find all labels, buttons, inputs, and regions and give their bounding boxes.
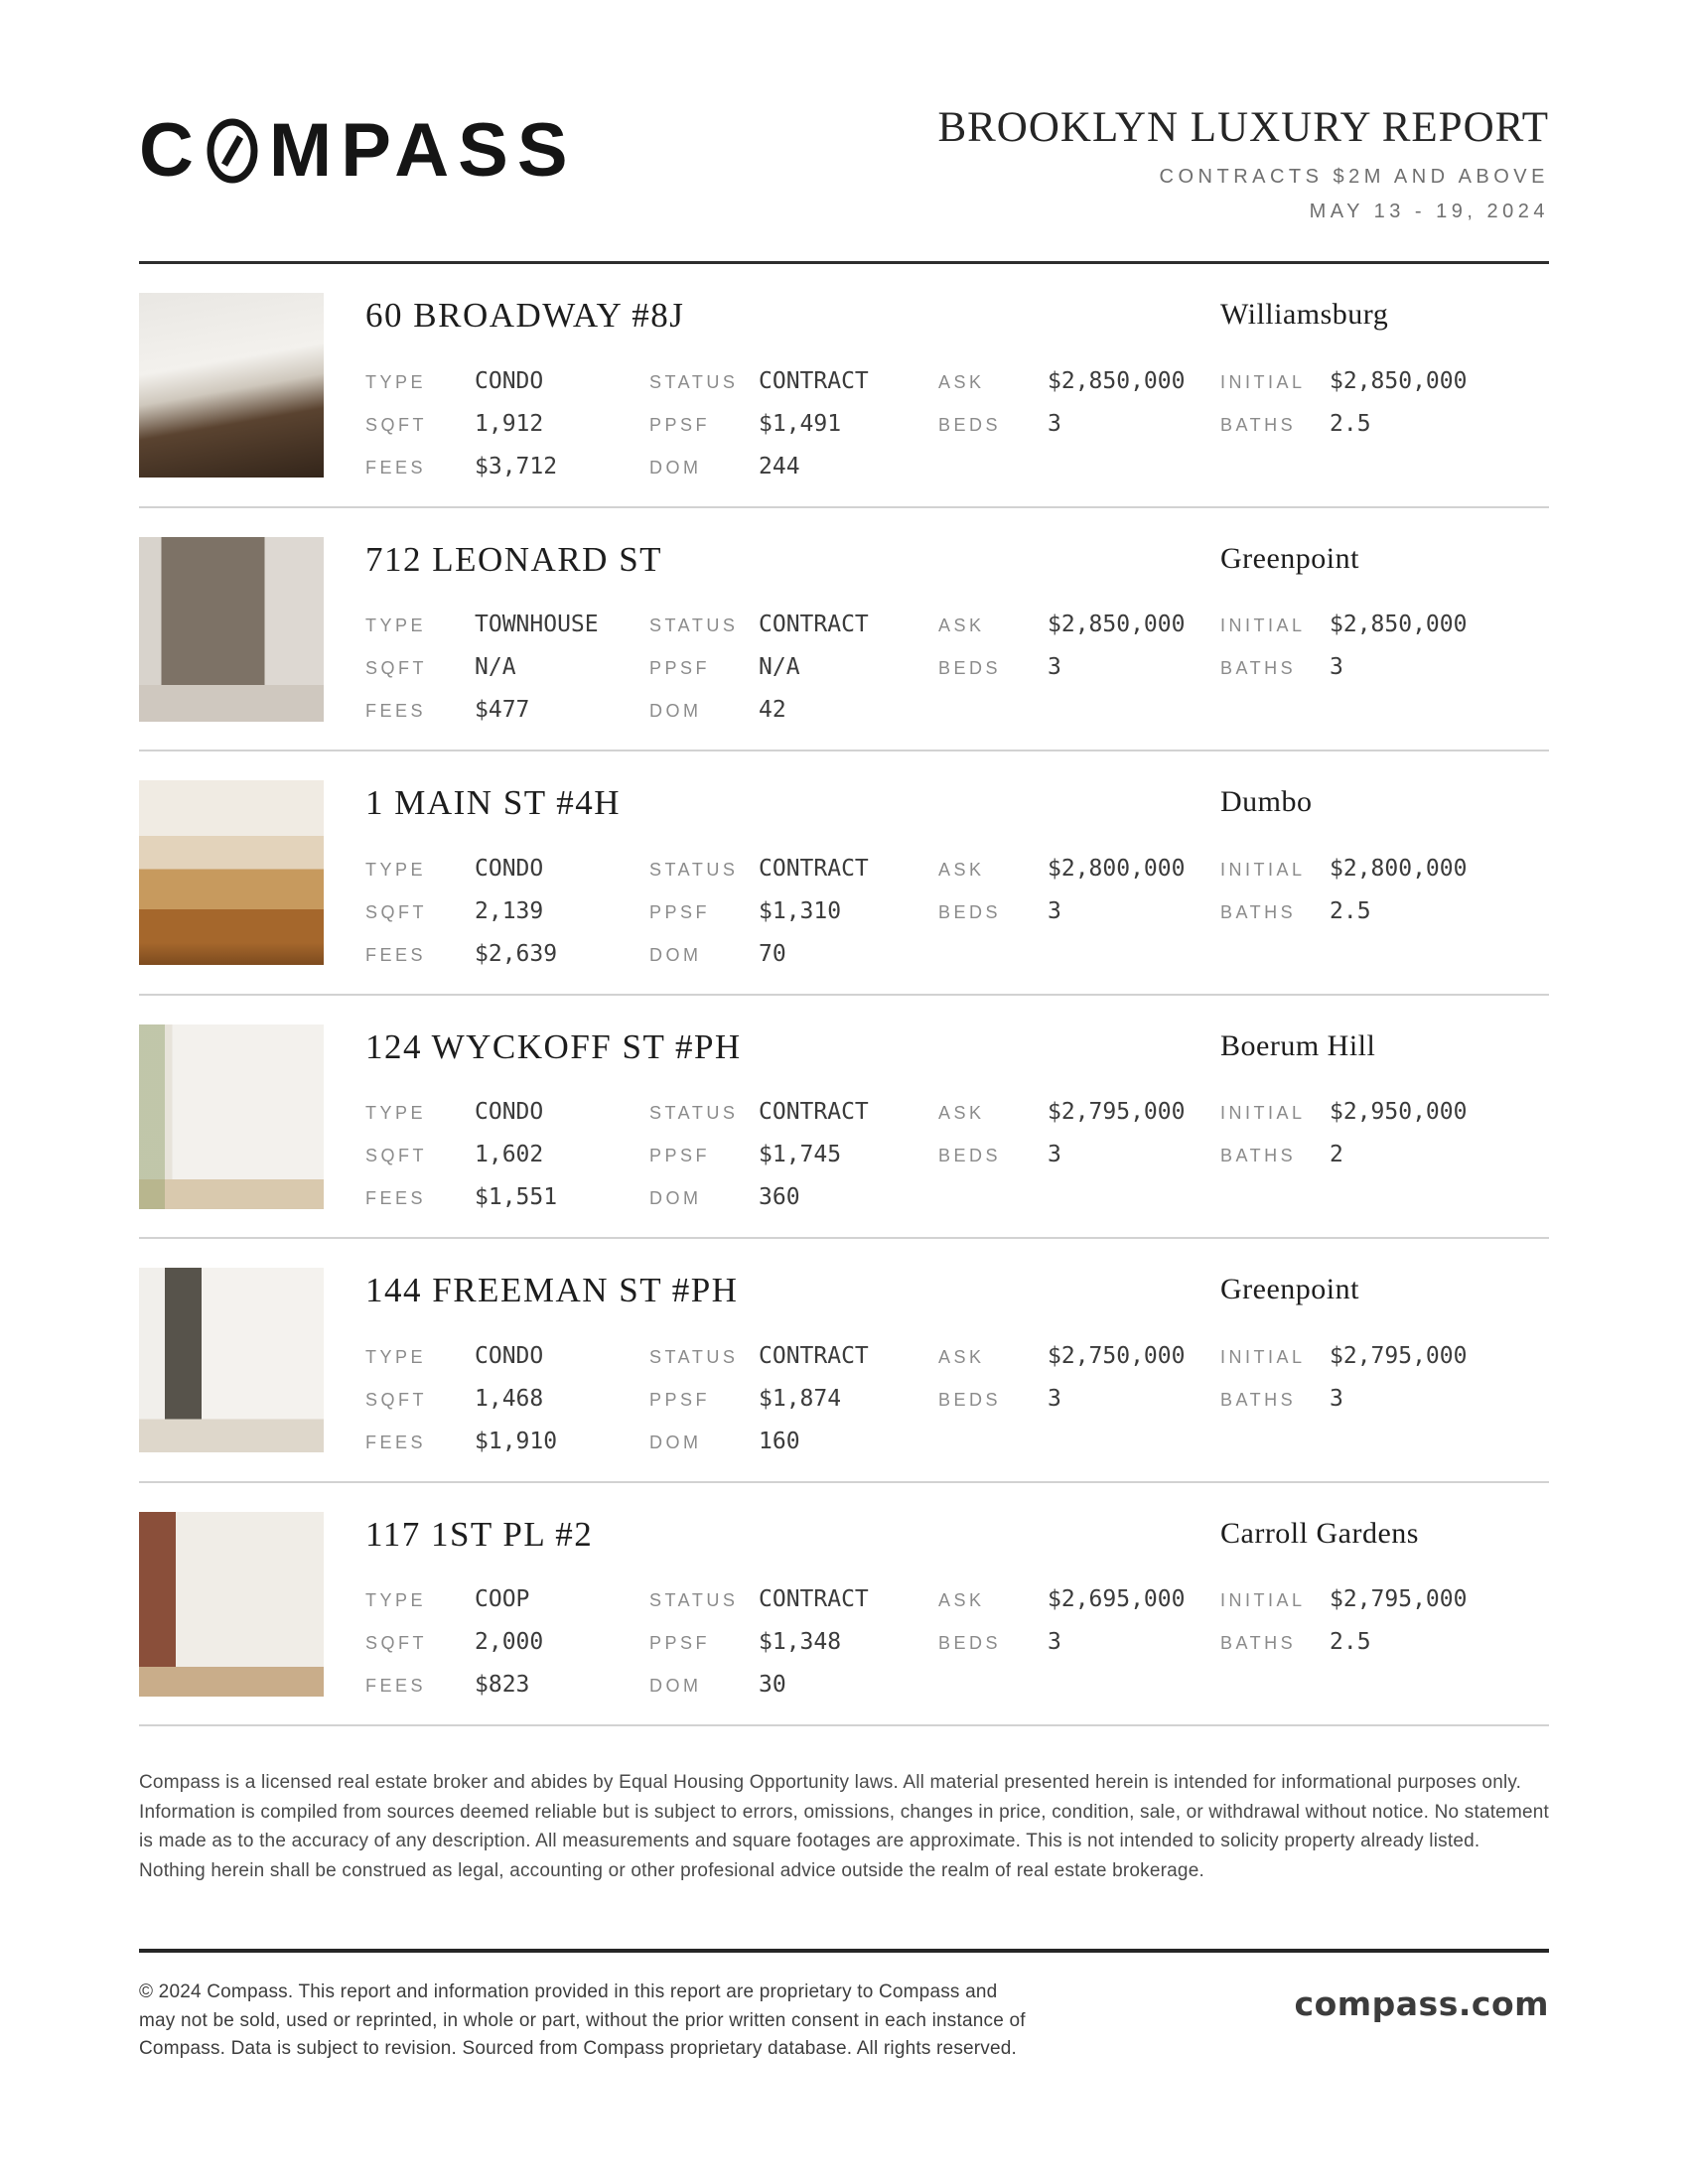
- listing-neighborhood: Greenpoint: [1220, 1273, 1359, 1306]
- fees-value: $1,910: [475, 1428, 558, 1454]
- listing-col-ask: [938, 368, 1220, 479]
- baths-value: 2.5: [1330, 1629, 1371, 1656]
- ppsf-label: PPSF: [649, 1633, 711, 1654]
- beds-value: 3: [1048, 1385, 1061, 1412]
- listing-address: 712 LEONARD ST: [365, 539, 663, 579]
- listing-neighborhood: Dumbo: [1220, 785, 1313, 819]
- status-label: STATUS: [649, 1103, 739, 1124]
- ask-label: ASK: [938, 1103, 985, 1124]
- footer: [139, 1953, 1549, 2064]
- report-header-right: [937, 95, 1549, 223]
- listing-row: [139, 996, 1549, 1240]
- dom-value: 70: [759, 940, 786, 967]
- brick-living-room-photo: [139, 1512, 324, 1697]
- baths-value: 3: [1330, 654, 1343, 681]
- sqft-value: 2,139: [475, 897, 544, 924]
- status-value: CONTRACT: [759, 1342, 869, 1369]
- baths-label: BATHS: [1220, 658, 1297, 679]
- listing-col-initial: [1220, 1099, 1549, 1210]
- listing-col-status: [649, 612, 938, 723]
- baths-value: 2.5: [1330, 897, 1371, 924]
- report-subtitle: CONTRACTS $2M AND ABOVE: [1159, 166, 1549, 189]
- dom-label: DOM: [649, 1676, 702, 1697]
- ppsf-label: PPSF: [649, 1389, 711, 1410]
- ask-label: ASK: [938, 1590, 985, 1611]
- ppsf-value: $1,348: [759, 1629, 842, 1656]
- dom-value: 30: [759, 1672, 786, 1699]
- status-label: STATUS: [649, 859, 739, 880]
- listing-col-type: [365, 612, 649, 723]
- fees-value: $3,712: [475, 453, 558, 479]
- initial-value: $2,795,000: [1330, 1342, 1468, 1369]
- beds-label: BEDS: [938, 658, 1002, 679]
- listing-content: [365, 293, 1549, 479]
- ppsf-label: PPSF: [649, 901, 711, 922]
- initial-value: $2,795,000: [1330, 1586, 1468, 1613]
- listing-address: 60 BROADWAY #8J: [365, 296, 685, 336]
- listing-col-ask: [938, 612, 1220, 723]
- ask-label: ASK: [938, 859, 985, 880]
- listing-row: [139, 1483, 1549, 1727]
- initial-value: $2,950,000: [1330, 1099, 1468, 1126]
- initial-label: INITIAL: [1220, 615, 1306, 636]
- type-value: CONDO: [475, 855, 544, 882]
- listing-col-initial: [1220, 1586, 1549, 1698]
- listing-col-status: [649, 856, 938, 967]
- type-value: CONDO: [475, 1342, 544, 1369]
- listing-neighborhood: Boerum Hill: [1220, 1028, 1376, 1062]
- ppsf-label: PPSF: [649, 1146, 711, 1166]
- type-label: TYPE: [365, 1346, 427, 1367]
- dom-label: DOM: [649, 1188, 702, 1209]
- listing-col-initial: [1220, 612, 1549, 723]
- loft-living-room-photo: [139, 780, 324, 965]
- listings: [139, 264, 1549, 1726]
- dom-label: DOM: [649, 457, 702, 478]
- listing-col-ask: [938, 856, 1220, 967]
- status-label: STATUS: [649, 371, 739, 392]
- initial-label: INITIAL: [1220, 859, 1306, 880]
- compass-logo-letters-mpass: MPASS: [268, 108, 577, 193]
- listing-col-type: [365, 368, 649, 479]
- compass-logo-o-icon: [205, 116, 260, 186]
- beds-label: BEDS: [938, 1633, 1002, 1654]
- dom-label: DOM: [649, 701, 702, 722]
- listing-content: [365, 1024, 1549, 1211]
- listing-col-ask: [938, 1586, 1220, 1698]
- baths-label: BATHS: [1220, 1146, 1297, 1166]
- sqft-label: SQFT: [365, 414, 427, 435]
- ppsf-value: $1,310: [759, 897, 842, 924]
- status-value: CONTRACT: [759, 1586, 869, 1613]
- report-date-range: MAY 13 - 19, 2024: [1309, 201, 1549, 223]
- initial-label: INITIAL: [1220, 1590, 1306, 1611]
- sqft-label: SQFT: [365, 1389, 427, 1410]
- living-room-photo: [139, 1268, 324, 1452]
- dom-value: 244: [759, 453, 800, 479]
- initial-value: $2,850,000: [1330, 612, 1468, 638]
- type-value: TOWNHOUSE: [475, 612, 599, 638]
- ppsf-value: $1,874: [759, 1385, 842, 1412]
- type-label: TYPE: [365, 615, 427, 636]
- listing-col-status: [649, 368, 938, 479]
- status-label: STATUS: [649, 615, 739, 636]
- ask-label: ASK: [938, 615, 985, 636]
- beds-value: 3: [1048, 1142, 1061, 1168]
- listing-col-type: [365, 856, 649, 967]
- report-header: [139, 95, 1549, 223]
- sqft-value: 1,468: [475, 1385, 544, 1412]
- fees-value: $477: [475, 697, 530, 724]
- status-value: CONTRACT: [759, 1099, 869, 1126]
- compass-website-text: compass.com: [1294, 1984, 1549, 2024]
- status-label: STATUS: [649, 1346, 739, 1367]
- ask-label: ASK: [938, 1346, 985, 1367]
- white-kitchen-photo: [139, 293, 324, 478]
- listing-col-ask: [938, 1099, 1220, 1210]
- type-label: TYPE: [365, 859, 427, 880]
- initial-label: INITIAL: [1220, 371, 1306, 392]
- baths-label: BATHS: [1220, 901, 1297, 922]
- initial-label: INITIAL: [1220, 1103, 1306, 1124]
- dom-value: 160: [759, 1428, 800, 1454]
- sqft-value: 1,602: [475, 1142, 544, 1168]
- dom-value: 42: [759, 697, 786, 724]
- listing-col-type: [365, 1343, 649, 1454]
- sqft-label: SQFT: [365, 658, 427, 679]
- fees-value: $823: [475, 1672, 530, 1699]
- type-label: TYPE: [365, 1590, 427, 1611]
- listing-row: [139, 751, 1549, 996]
- beds-label: BEDS: [938, 1389, 1002, 1410]
- townhouse-exterior-photo: [139, 537, 324, 722]
- listing-address: 1 MAIN ST #4H: [365, 783, 622, 823]
- listing-col-initial: [1220, 368, 1549, 479]
- status-label: STATUS: [649, 1590, 739, 1611]
- ppsf-label: PPSF: [649, 414, 711, 435]
- sqft-label: SQFT: [365, 901, 427, 922]
- dom-label: DOM: [649, 1432, 702, 1452]
- ask-label: ASK: [938, 371, 985, 392]
- listing-row: [139, 508, 1549, 752]
- dining-room-photo: [139, 1024, 324, 1209]
- fees-label: FEES: [365, 1676, 427, 1697]
- baths-label: BATHS: [1220, 1389, 1297, 1410]
- beds-value: 3: [1048, 897, 1061, 924]
- status-value: CONTRACT: [759, 612, 869, 638]
- initial-value: $2,850,000: [1330, 367, 1468, 394]
- ask-value: $2,695,000: [1048, 1586, 1186, 1613]
- sqft-label: SQFT: [365, 1633, 427, 1654]
- compass-logo-letter-c: C: [139, 108, 203, 193]
- type-value: CONDO: [475, 1099, 544, 1126]
- listing-address: 124 WYCKOFF ST #PH: [365, 1026, 742, 1066]
- ppsf-label: PPSF: [649, 658, 711, 679]
- baths-value: 3: [1330, 1385, 1343, 1412]
- listing-address: 144 FREEMAN ST #PH: [365, 1271, 739, 1310]
- initial-label: INITIAL: [1220, 1346, 1306, 1367]
- beds-value: 3: [1048, 1629, 1061, 1656]
- fees-label: FEES: [365, 701, 427, 722]
- ppsf-value: N/A: [759, 654, 800, 681]
- listing-col-status: [649, 1099, 938, 1210]
- ask-value: $2,795,000: [1048, 1099, 1186, 1126]
- listing-row: [139, 1239, 1549, 1483]
- beds-label: BEDS: [938, 1146, 1002, 1166]
- beds-value: 3: [1048, 654, 1061, 681]
- beds-label: BEDS: [938, 901, 1002, 922]
- status-value: CONTRACT: [759, 855, 869, 882]
- initial-value: $2,800,000: [1330, 855, 1468, 882]
- listing-col-initial: [1220, 1343, 1549, 1454]
- type-label: TYPE: [365, 371, 427, 392]
- baths-label: BATHS: [1220, 1633, 1297, 1654]
- fees-value: $2,639: [475, 940, 558, 967]
- copyright-text: © 2024 Compass. This report and information provided in this report are proprietary to Compass and may not be sold, used or reprinted, in whole or part, without the prior written consent in each instance of Compass. Data is subject to revision. Sourced from Compass proprietary database. All rights reserved.: [139, 1981, 1026, 2060]
- listing-col-type: [365, 1099, 649, 1210]
- fees-label: FEES: [365, 944, 427, 965]
- type-value: CONDO: [475, 367, 544, 394]
- listing-content: [365, 780, 1549, 967]
- ask-value: $2,750,000: [1048, 1342, 1186, 1369]
- dom-value: 360: [759, 1184, 800, 1211]
- sqft-label: SQFT: [365, 1146, 427, 1166]
- listing-row: [139, 264, 1549, 508]
- ask-value: $2,800,000: [1048, 855, 1186, 882]
- beds-value: 3: [1048, 410, 1061, 437]
- sqft-value: 2,000: [475, 1629, 544, 1656]
- listing-neighborhood: Greenpoint: [1220, 541, 1359, 575]
- ppsf-value: $1,491: [759, 410, 842, 437]
- fees-label: FEES: [365, 1432, 427, 1452]
- sqft-value: 1,912: [475, 410, 544, 437]
- ask-value: $2,850,000: [1048, 612, 1186, 638]
- dom-label: DOM: [649, 944, 702, 965]
- sqft-value: N/A: [475, 654, 516, 681]
- listing-content: [365, 537, 1549, 724]
- listing-content: [365, 1512, 1549, 1699]
- listing-neighborhood: Williamsburg: [1220, 298, 1389, 332]
- baths-value: 2.5: [1330, 410, 1371, 437]
- status-value: CONTRACT: [759, 367, 869, 394]
- listing-col-initial: [1220, 856, 1549, 967]
- ppsf-value: $1,745: [759, 1142, 842, 1168]
- listing-address: 117 1ST PL #2: [365, 1514, 594, 1554]
- listing-content: [365, 1268, 1549, 1454]
- ask-value: $2,850,000: [1048, 367, 1186, 394]
- type-label: TYPE: [365, 1103, 427, 1124]
- listing-col-status: [649, 1343, 938, 1454]
- baths-value: 2: [1330, 1142, 1343, 1168]
- listing-neighborhood: Carroll Gardens: [1220, 1516, 1419, 1550]
- report-title: BROOKLYN LUXURY REPORT: [937, 104, 1549, 151]
- listing-col-ask: [938, 1343, 1220, 1454]
- fees-value: $1,551: [475, 1184, 558, 1211]
- disclaimer-text: Compass is a licensed real estate broker and abides by Equal Housing Opportunity laws. All material presented herein is intended for informational purposes only. Information is compiled from sources deemed reliable but is subject to errors, omissions, changes in price, condition, sale, or withdrawal without notice. No statement is made as to the accuracy of any description. All measurements and square footages are approximate. This is not intended to solicity property already listed. Nothing herein shall be construed as legal, accounting or other profesional advice outside the realm of real estate brokerage.: [139, 1772, 1549, 1881]
- type-value: COOP: [475, 1586, 530, 1613]
- compass-logo: [139, 95, 577, 193]
- listing-col-status: [649, 1586, 938, 1698]
- fees-label: FEES: [365, 1188, 427, 1209]
- baths-label: BATHS: [1220, 414, 1297, 435]
- listing-col-type: [365, 1586, 649, 1698]
- fees-label: FEES: [365, 457, 427, 478]
- beds-label: BEDS: [938, 414, 1002, 435]
